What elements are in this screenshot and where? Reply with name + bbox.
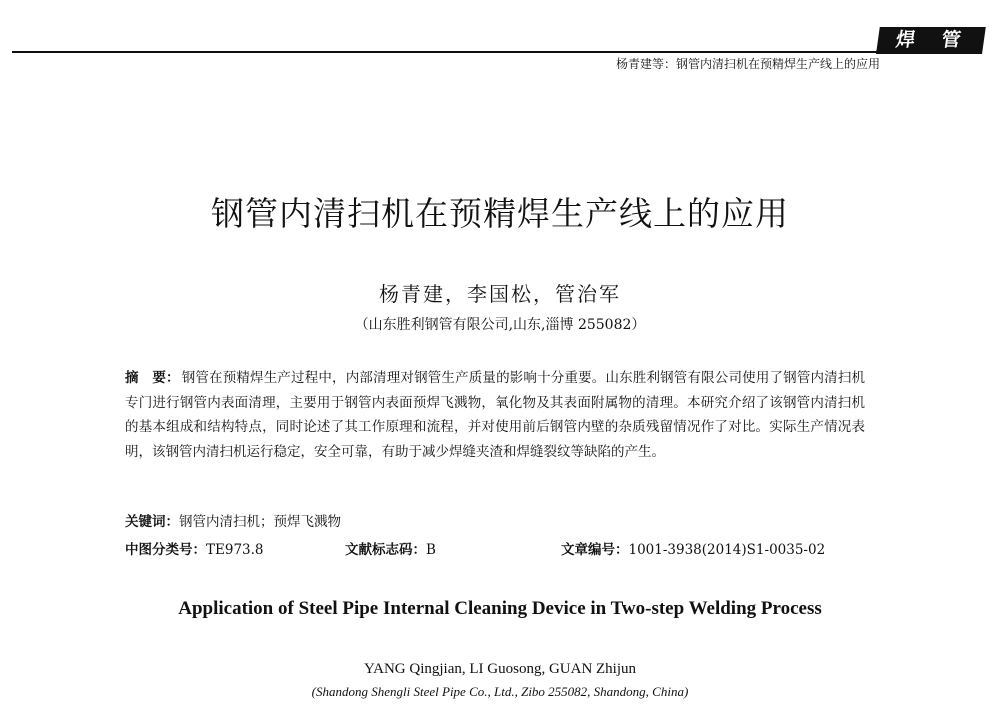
header-rule [12,51,884,53]
doc-code-label: 文献标志码： [345,542,426,558]
article-number-label: 文章编号： [561,542,629,558]
keywords-label: 关键词： [125,514,179,530]
abstract-label: 摘 要： [125,370,180,386]
english-title: Application of Steel Pipe Internal Cleaning Device in Two-step Welding Process [178,598,822,619]
doc-code-value: B [426,542,436,558]
abstract [125,366,865,464]
english-authors: YANG Qingjian, LI Guosong, GUAN Zhijun [363,661,637,677]
article-title: 钢管内清扫机在预精焊生产线上的应用 [211,194,789,233]
english-affiliation: (Shandong Shengli Steel Pipe Co., Ltd., Zibo 255082, Shandong, China) [311,684,689,699]
article-number-field [561,538,825,558]
running-header: 杨青建等：钢管内清扫机在预精焊生产线上的应用 [615,57,880,71]
abstract-text: 钢管在预精焊生产过程中，内部清理对钢管生产质量的影响十分重要。山东胜利钢管有限公司使用了钢管内清扫机专门进行钢管内表面清理，主要用于钢管内表面预焊飞溅物，氧化物及其表面附属物的清理。本研究介绍了该钢管内清扫机的基本组成和结构特点，同时论述了其工作原理和流程，并对使用前后钢管内壁的杂质残留情况作了对比。实际生产情况表明，该钢管内清扫机运行稳定，安全可靠，有助于减少焊缝夹渣和焊缝裂纹等缺陷的产生。 [125,370,866,460]
clc-label: 中图分类号： [125,542,206,558]
keywords-value: 钢管内清扫机；预焊飞溅物 [179,514,341,530]
doc-code-field [345,538,436,558]
keywords-line [125,510,865,530]
clc-field [125,538,264,558]
article-number-value: 1001-3938(2014)S1-0035-02 [628,542,826,558]
clc-value: TE973.8 [206,542,264,558]
author-list: 杨青建，李国松，管治军 [379,282,621,306]
section-tab: 焊 管 [876,27,986,54]
affiliation: （山东胜利钢管有限公司,山东,淄博 255082） [354,317,646,333]
